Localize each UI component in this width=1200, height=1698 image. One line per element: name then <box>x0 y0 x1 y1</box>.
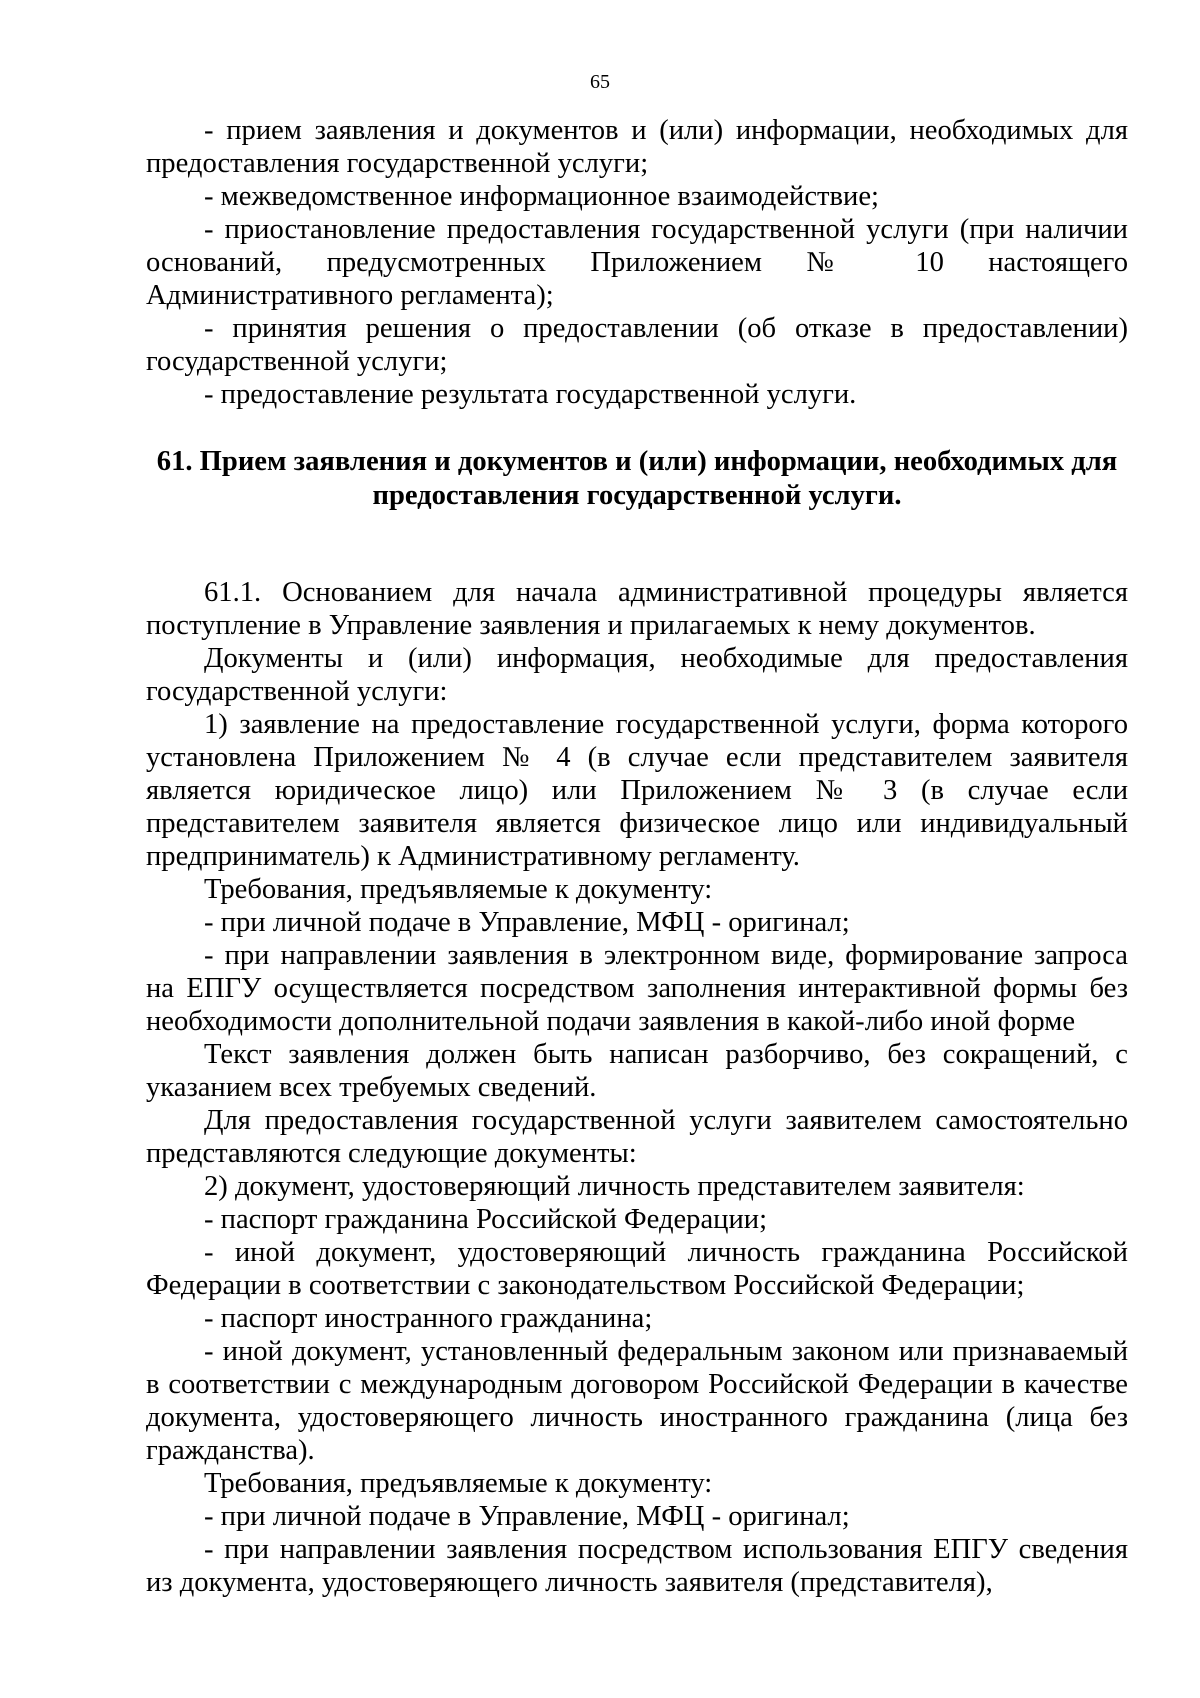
paragraph: Требования, предъявляемые к документу: <box>204 874 713 905</box>
paragraph: Требования, предъявляемые к документу: <box>204 1468 713 1499</box>
paragraph: 1) заявление на предоставление государственной услуги, форма которого установлена Приложением № 4 (в случае если представителем заявителя является юридическое лицо) или Приложением № 3 (в случае если представителем заявителя является физическое лицо или индивидуальный предприниматель) к Административному регламенту. <box>146 709 1128 872</box>
list-item: - межведомственное информационное взаимодействие; <box>204 181 879 212</box>
list-item: - приостановление предоставления государственной услуги (при наличии оснований, предусмотренных Приложением № 10 настоящего Административного регламента); <box>146 214 1128 311</box>
spacer <box>146 513 1128 576</box>
list-item: - иной документ, удостоверяющий личность гражданина Российской Федерации в соответствии с законодательством Российской Федерации; <box>146 1237 1128 1301</box>
paragraph: 2) документ, удостоверяющий личность представителем заявителя: <box>204 1171 1025 1202</box>
list-item: - принятия решения о предоставлении (об отказе в предоставлении) государственной услуги; <box>146 313 1128 377</box>
page-content <box>146 114 1128 1599</box>
list-item: - паспорт гражданина Российской Федерации; <box>204 1204 768 1235</box>
list-item: - при направлении заявления в электронном виде, формирование запроса на ЕПГУ осуществляется посредством заполнения интерактивной формы без необходимости дополнительной подачи заявления в какой-либо иной форме <box>146 940 1128 1037</box>
list-item: - паспорт иностранного гражданина; <box>204 1303 653 1334</box>
list-item: - прием заявления и документов и (или) информации, необходимых для предоставления государственной услуги; <box>146 115 1128 179</box>
section-heading: 61. Прием заявления и документов и (или) информации, необходимых для предоставления государственной услуги. <box>156 446 1118 511</box>
list-item: - иной документ, установленный федеральным законом или признаваемый в соответствии с международным договором Российской Федерации в качестве документа, удостоверяющего личность иностранного гражданина (лица без гражданства). <box>146 1336 1128 1466</box>
paragraph: Текст заявления должен быть написан разборчиво, без сокращений, с указанием всех требуемых сведений. <box>146 1039 1128 1103</box>
list-item: - при личной подаче в Управление, МФЦ - оригинал; <box>204 907 850 938</box>
paragraph: Документы и (или) информация, необходимые для предоставления государственной услуги: <box>146 643 1128 707</box>
paragraph: 61.1. Основанием для начала административной процедуры является поступление в Управление заявления и прилагаемых к нему документов. <box>146 577 1128 641</box>
paragraph: Для предоставления государственной услуги заявителем самостоятельно представляются следующие документы: <box>146 1105 1128 1169</box>
list-item: - предоставление результата государственной услуги. <box>204 379 857 410</box>
list-item: - при направлении заявления посредством использования ЕПГУ сведения из документа, удостоверяющего личность заявителя (представителя), <box>146 1534 1128 1598</box>
spacer <box>146 411 1128 445</box>
list-item: - при личной подаче в Управление, МФЦ - оригинал; <box>204 1501 850 1532</box>
page-number: 65 <box>590 71 610 93</box>
